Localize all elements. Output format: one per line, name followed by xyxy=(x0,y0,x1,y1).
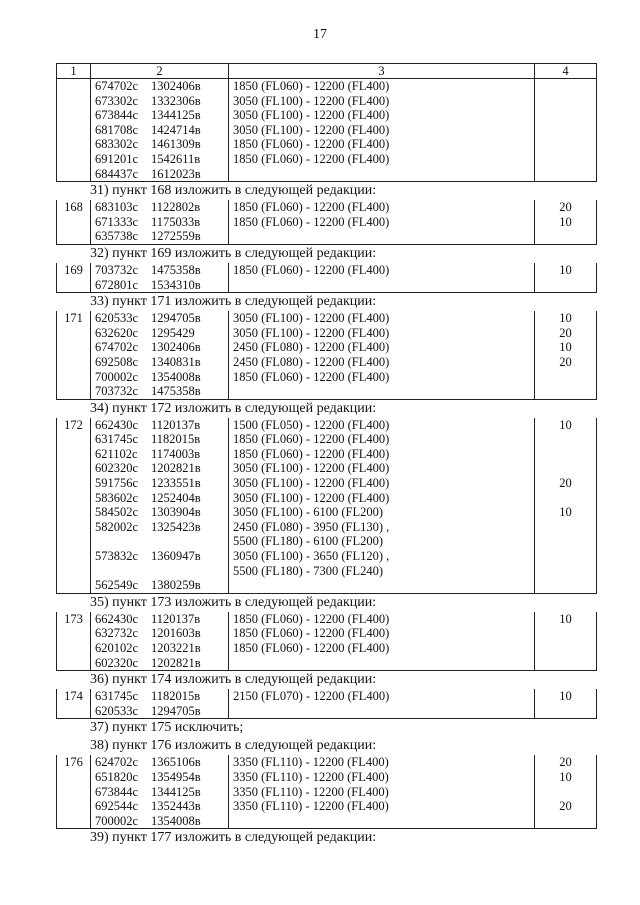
longitude: 1175033в xyxy=(151,214,201,229)
table-row xyxy=(57,263,597,293)
longitude: 1354008в xyxy=(151,369,201,384)
longitude: 1122802в xyxy=(151,200,201,215)
coordinate-pair xyxy=(95,704,228,719)
value: 10 xyxy=(559,611,572,626)
latitude: 681708с xyxy=(95,122,139,137)
item-number: 168 xyxy=(57,200,91,244)
altitude-range: 1850 (FL060) - 12200 (FL400) xyxy=(233,79,390,93)
longitude: 1354954в xyxy=(151,769,201,784)
value: 20 xyxy=(559,755,572,770)
longitude: 1475358в xyxy=(151,384,201,399)
value: 10 xyxy=(559,417,572,432)
coordinates-cell xyxy=(91,689,229,719)
coordinate-pair xyxy=(95,578,228,593)
latitude: 583602с xyxy=(95,490,139,505)
value: 20 xyxy=(559,354,572,369)
coordinate-pair xyxy=(95,278,228,293)
latitude: 582002с xyxy=(95,519,139,534)
header-col-1: 1 xyxy=(57,64,91,79)
coordinate-pair xyxy=(95,770,228,785)
coordinates-cell xyxy=(91,612,229,671)
longitude: 1201603в xyxy=(151,626,201,641)
route-table xyxy=(56,79,597,182)
coordinate-pair xyxy=(95,476,228,491)
value: 10 xyxy=(559,311,572,326)
latitude: 632732с xyxy=(95,626,139,641)
longitude: 1534310в xyxy=(151,277,201,292)
coordinate-pair xyxy=(95,564,228,579)
altitude-range: 3050 (FL100) - 12200 (FL400) xyxy=(233,325,390,340)
value: 20 xyxy=(559,200,572,215)
altitude-range: 3050 (FL100) - 6100 (FL200) xyxy=(233,505,383,520)
latitude: 584502с xyxy=(95,505,139,520)
longitude: 1302406в xyxy=(151,340,201,355)
altitude-range: 2150 (FL070) - 12200 (FL400) xyxy=(233,689,390,704)
coordinate-pair xyxy=(95,94,228,109)
document-body xyxy=(56,63,596,847)
longitude: 1612023в xyxy=(151,166,201,181)
altitude-range: 1850 (FL060) - 12200 (FL400) xyxy=(233,446,390,461)
values-cell xyxy=(535,200,597,244)
header-col-4: 4 xyxy=(535,64,597,79)
coordinate-pair xyxy=(95,215,228,230)
coordinate-pair xyxy=(95,799,228,814)
coordinate-pair xyxy=(95,549,228,564)
item-number: 176 xyxy=(57,755,91,828)
coordinates-cell xyxy=(91,311,229,399)
item-number xyxy=(57,79,91,182)
coordinate-pair xyxy=(95,263,228,278)
altitude-range: 1850 (FL060) - 12200 (FL400) xyxy=(233,137,390,152)
route-table xyxy=(56,418,597,594)
longitude: 1294705в xyxy=(151,311,201,326)
longitude: 1174003в xyxy=(151,446,201,461)
longitude: 1272559в xyxy=(151,229,201,244)
latitude: 624702с xyxy=(95,755,139,770)
values-cell xyxy=(535,612,597,671)
altitude-range: 1850 (FL060) - 12200 (FL400) xyxy=(233,641,390,655)
route-table xyxy=(56,200,597,245)
coordinate-pair xyxy=(95,755,228,770)
amendment-instruction: 32) пункт 169 изложить в следующей редакции: xyxy=(90,245,377,261)
value xyxy=(535,785,596,800)
altitude-range: 3350 (FL110) - 12200 (FL400) xyxy=(233,784,389,799)
amendment-instruction: 35) пункт 173 изложить в следующей редакции: xyxy=(90,594,377,610)
coordinates-cell xyxy=(91,79,229,182)
coordinate-pair xyxy=(95,418,228,433)
latitude: 620102с xyxy=(95,641,139,655)
latitude: 602320с xyxy=(95,655,139,670)
longitude: 1182015в xyxy=(151,689,201,704)
value: 10 xyxy=(559,769,572,784)
coordinate-pair xyxy=(95,123,228,138)
coordinate-pair xyxy=(95,785,228,800)
latitude: 684437с xyxy=(95,166,139,181)
altitude-range: 1850 (FL060) - 12200 (FL400) xyxy=(233,432,390,447)
latitude: 671333с xyxy=(95,214,139,229)
page-number: 17 xyxy=(313,27,327,42)
latitude: 692544с xyxy=(95,799,139,814)
coordinate-pair xyxy=(95,656,228,671)
coordinate-pair xyxy=(95,370,228,385)
coordinate-pair xyxy=(95,626,228,641)
altitudes-cell xyxy=(229,612,535,671)
altitude-range: 3050 (FL100) - 3650 (FL120) , xyxy=(233,549,390,564)
coordinate-pair xyxy=(95,340,228,355)
item-number: 174 xyxy=(57,689,91,719)
longitude: 1203221в xyxy=(151,641,201,655)
value: 10 xyxy=(559,340,572,355)
latitude: 573832с xyxy=(95,549,139,564)
table-row xyxy=(57,418,597,594)
longitude: 1332306в xyxy=(151,93,201,108)
coordinate-pair xyxy=(95,689,228,704)
latitude: 562549с xyxy=(95,578,139,593)
values-cell xyxy=(535,311,597,399)
coordinate-pair xyxy=(95,641,228,656)
longitude: 1302406в xyxy=(151,79,201,93)
altitude-range: 2450 (FL080) - 3950 (FL130) , xyxy=(233,519,390,534)
latitude: 621102с xyxy=(95,446,138,461)
value xyxy=(535,432,596,447)
latitude: 673844с xyxy=(95,784,139,799)
longitude: 1344125в xyxy=(151,784,201,799)
coordinate-pair xyxy=(95,612,228,627)
coordinate-pair xyxy=(95,167,228,182)
altitudes-cell xyxy=(229,689,535,719)
latitude: 631745с xyxy=(95,432,139,447)
latitude: 662430с xyxy=(95,611,139,626)
latitude: 683302с xyxy=(95,137,139,152)
longitude: 1202821в xyxy=(151,655,201,670)
route-table xyxy=(56,755,597,829)
values-cell xyxy=(535,79,597,182)
altitude-range: 2450 (FL080) - 12200 (FL400) xyxy=(233,340,390,355)
coordinate-pair xyxy=(95,200,228,215)
altitudes-cell xyxy=(229,79,535,182)
coordinate-pair xyxy=(95,79,228,94)
amendment-instruction: 36) пункт 174 изложить в следующей редакции: xyxy=(90,672,377,688)
values-cell xyxy=(535,418,597,594)
altitude-range: 1850 (FL060) - 12200 (FL400) xyxy=(233,214,390,229)
latitude: 632620с xyxy=(95,325,139,340)
header-col-3: 3 xyxy=(229,64,535,79)
altitude-range: 1850 (FL060) - 12200 (FL400) xyxy=(233,626,390,641)
altitude-range: 1850 (FL060) - 12200 (FL400) xyxy=(233,200,390,215)
latitude: 692508с xyxy=(95,354,139,369)
altitude-range: 3050 (FL100) - 12200 (FL400) xyxy=(233,461,390,476)
table-row xyxy=(57,79,597,182)
longitude: 1233551в xyxy=(151,476,201,491)
amendment-instruction: 37) пункт 175 исключить; xyxy=(90,720,244,736)
altitude-range: 1850 (FL060) - 12200 (FL400) xyxy=(233,611,390,626)
longitude: 1424714в xyxy=(151,122,201,137)
altitude-range: 3050 (FL100) - 12200 (FL400) xyxy=(233,490,390,505)
latitude: 591756с xyxy=(95,476,139,491)
latitude: 620533с xyxy=(95,703,139,718)
longitude: 1360947в xyxy=(151,549,201,564)
header-col-2: 2 xyxy=(91,64,229,79)
values-cell xyxy=(535,263,597,293)
altitudes-cell xyxy=(229,263,535,293)
longitude: 1303904в xyxy=(151,505,201,520)
item-number: 172 xyxy=(57,418,91,594)
longitude: 1475358в xyxy=(151,262,201,277)
amendment-instruction: 33) пункт 171 изложить в следующей редакции: xyxy=(90,294,377,310)
altitude-range: 3050 (FL100) - 12200 (FL400) xyxy=(233,476,390,491)
table-row xyxy=(57,755,597,828)
coordinate-pair xyxy=(95,814,228,829)
latitude: 662430с xyxy=(95,417,139,432)
amendment-instruction: 34) пункт 172 изложить в следующей редакции: xyxy=(90,400,377,416)
latitude: 683103с xyxy=(95,200,139,215)
coordinate-pair xyxy=(95,137,228,152)
amendment-instruction: 39) пункт 177 изложить в следующей редакции: xyxy=(90,830,377,846)
coordinate-pair xyxy=(95,229,228,244)
table-row xyxy=(57,689,597,719)
latitude: 703732с xyxy=(95,262,139,277)
coordinate-pair xyxy=(95,152,228,167)
altitude-range: 3350 (FL110) - 12200 (FL400) xyxy=(233,755,389,770)
longitude: 1120137в xyxy=(151,611,201,626)
longitude: 1120137в xyxy=(151,417,201,432)
item-number: 171 xyxy=(57,311,91,399)
coordinate-pair xyxy=(95,326,228,341)
longitude: 1542611в xyxy=(151,151,201,166)
longitude: 1352443в xyxy=(151,799,201,814)
altitude-range: 1850 (FL060) - 12200 (FL400) xyxy=(233,151,390,166)
altitude-range: 3050 (FL100) - 12200 (FL400) xyxy=(233,311,390,326)
altitude-range: 1500 (FL050) - 12200 (FL400) xyxy=(233,417,390,432)
latitude: 651820с xyxy=(95,769,139,784)
altitude-range: 3050 (FL100) - 12200 (FL400) xyxy=(233,108,390,123)
latitude: 674702с xyxy=(95,79,139,93)
table-row xyxy=(57,200,597,244)
longitude: 1294705в xyxy=(151,703,201,718)
longitude: 1344125в xyxy=(151,108,201,123)
values-cell xyxy=(535,755,597,828)
value: 10 xyxy=(559,689,572,704)
longitude: 1202821в xyxy=(151,461,201,476)
coordinates-cell xyxy=(91,263,229,293)
amendment-instruction: 31) пункт 168 изложить в следующей редакции: xyxy=(90,183,377,199)
latitude: 635738с xyxy=(95,229,139,244)
longitude: 1365106в xyxy=(151,755,201,770)
table-header xyxy=(56,63,597,79)
altitude-range: 5500 (FL180) - 6100 (FL200) xyxy=(233,534,383,549)
value: 10 xyxy=(559,214,572,229)
altitude-range: 3050 (FL100) - 12200 (FL400) xyxy=(233,122,390,137)
altitude-range: 5500 (FL180) - 7300 (FL240) xyxy=(233,563,383,578)
item-number: 169 xyxy=(57,263,91,293)
longitude: 1380259в xyxy=(151,578,201,593)
latitude: 673844с xyxy=(95,108,139,123)
latitude: 620533с xyxy=(95,311,139,326)
coordinates-cell xyxy=(91,418,229,594)
coordinates-cell xyxy=(91,755,229,828)
latitude: 703732с xyxy=(95,384,139,399)
coordinates-cell xyxy=(91,200,229,244)
coordinate-pair xyxy=(95,505,228,520)
value xyxy=(535,491,596,506)
longitude: 1461309в xyxy=(151,137,201,152)
coordinate-pair xyxy=(95,311,228,326)
latitude: 674702с xyxy=(95,340,139,355)
coordinate-pair xyxy=(95,520,228,535)
value xyxy=(535,461,596,476)
table-row xyxy=(57,612,597,671)
values-cell xyxy=(535,689,597,719)
longitude: 1340831в xyxy=(151,354,201,369)
altitude-range: 3350 (FL110) - 12200 (FL400) xyxy=(233,799,389,814)
table-row xyxy=(57,311,597,399)
longitude: 1295429 xyxy=(151,325,195,340)
route-table xyxy=(56,311,597,400)
altitude-range: 2450 (FL080) - 12200 (FL400) xyxy=(233,354,390,369)
coordinate-pair xyxy=(95,461,228,476)
route-table xyxy=(56,263,597,293)
latitude: 673302с xyxy=(95,93,139,108)
coordinate-pair xyxy=(95,432,228,447)
value: 20 xyxy=(559,476,572,491)
latitude: 672801с xyxy=(95,277,139,292)
altitude-range: 1850 (FL060) - 12200 (FL400) xyxy=(233,262,390,277)
route-table xyxy=(56,612,597,671)
coordinate-pair xyxy=(95,108,228,123)
longitude: 1354008в xyxy=(151,813,201,828)
altitudes-cell xyxy=(229,311,535,399)
value: 20 xyxy=(559,325,572,340)
coordinate-pair xyxy=(95,491,228,506)
altitudes-cell xyxy=(229,418,535,594)
value xyxy=(535,447,596,462)
altitudes-cell xyxy=(229,755,535,828)
longitude: 1252404в xyxy=(151,490,201,505)
coordinate-pair xyxy=(95,447,228,462)
altitude-range: 3050 (FL100) - 12200 (FL400) xyxy=(233,93,390,108)
latitude: 700002с xyxy=(95,369,139,384)
longitude: 1325423в xyxy=(151,519,201,534)
latitude: 691201с xyxy=(95,151,139,166)
coordinate-pair xyxy=(95,355,228,370)
latitude: 631745с xyxy=(95,689,139,704)
altitude-range: 1850 (FL060) - 12200 (FL400) xyxy=(233,369,390,384)
coordinate-pair xyxy=(95,534,228,549)
latitude: 700002с xyxy=(95,813,139,828)
altitudes-cell xyxy=(229,200,535,244)
altitude-range: 3350 (FL110) - 12200 (FL400) xyxy=(233,769,389,784)
amendment-blocks xyxy=(56,79,596,847)
latitude: 602320с xyxy=(95,461,139,476)
value: 10 xyxy=(559,505,572,520)
value: 10 xyxy=(559,262,572,277)
value: 20 xyxy=(559,799,572,814)
route-table xyxy=(56,689,597,719)
item-number: 173 xyxy=(57,612,91,671)
coordinate-pair xyxy=(95,384,228,399)
amendment-instruction: 38) пункт 176 изложить в следующей редакции: xyxy=(90,738,377,754)
longitude: 1182015в xyxy=(151,432,201,447)
